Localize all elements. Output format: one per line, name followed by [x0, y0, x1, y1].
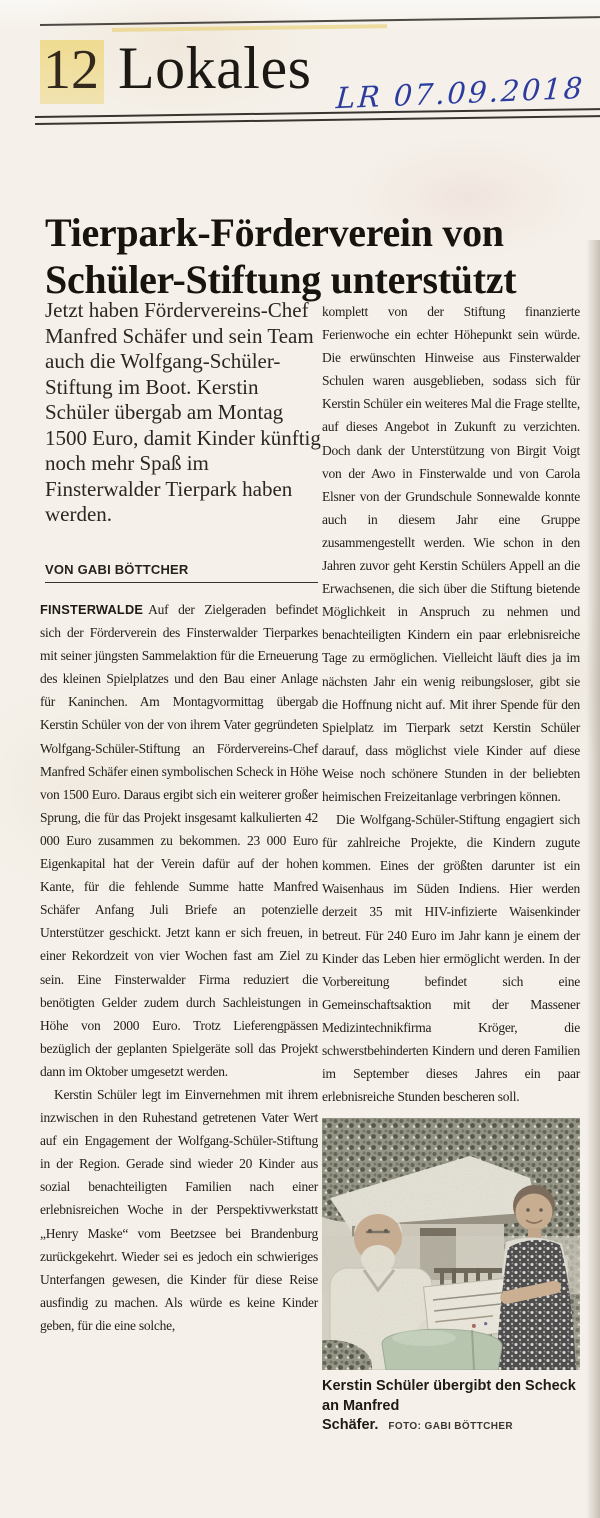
byline: VON GABI BÖTTCHER: [45, 562, 318, 583]
photo-credit: FOTO: GABI BÖTTCHER: [388, 1421, 514, 1433]
masthead: [40, 35, 312, 104]
masthead-rule: [35, 108, 600, 125]
right-column-text: [322, 300, 580, 1108]
scan-edge-shadow: [586, 240, 600, 1518]
body-right-column: [322, 300, 580, 1510]
page-number: 12: [40, 40, 104, 104]
paragraph: komplett von der Stiftung finanzierte Ferienwoche ein echter Höhepunkt sein würde. Die erwünschten Hinweise aus Finsterwalder Schulen waren ausgeblieben, sodass sich für Kerstin Schüler ein weiteres Mal die Frage stellte, auf dieses Angebot in Zukunft zu verzichten. Doch dank der Unterstützung von Birgit Voigt von der Awo in Finsterwalde und von Carola Elsner von der Grundschule Sonnewalde konnte auch in diesem Jahr eine Gruppe zusammengestellt werden. Wie schon in den Jahren zuvor geht Kerstin Schülers Appell an die Erwachsenen, die sich über die Stiftung bietende Möglichkeit in Anspruch zu nehmen und benachteiligten Kindern ein paar erlebnisreiche Tage zu ermöglichen. Vielleicht läuft dies ja im nächsten Jahr ein wenig reibungsloser, gibt sie die Hoffnung nicht auf. Mit ihrer Spende für den Spielplatz im Tierpark setzt Kerstin Schüler darauf, dass möglichst viele Kinder auf diese Weise noch schönere Stunden in der beliebten heimischen Freizeitanlage verbringen können.: [322, 304, 580, 804]
highlighter-smear: [112, 24, 387, 32]
dateline: FINSTERWALDE: [40, 602, 144, 617]
photo-illustration: [322, 1118, 580, 1370]
paragraph: Die Wolfgang-Schüler-Stiftung engagiert sich für zahlreiche Projekte, die Kindern zugute kommen. Eines der größten darunter ist ein Waisenhaus im Süden Indiens. Hier werden derzeit 35 mit HIV-infizierte Waisenkinder betreut. Für 240 Euro im Jahr kann je einem der Kinder das Leben hier ermöglicht werden. In der Vorbereitung befindet sich eine Gemeinschaftsaktion mit der Massener Medizintechnikfirma Kröger, die schwerstbehinderten Kindern und deren Familien im September dieses Jahres ein paar erlebnisreiche Stunden bescheren soll.: [322, 812, 580, 1105]
caption-text: Kerstin Schüler übergibt den Scheck an Manfred Schäfer.: [322, 1378, 576, 1434]
body-left-column: [40, 598, 318, 1337]
article-headline: Tierpark-Förderverein von Schüler-Stiftung unterstützt: [45, 209, 517, 302]
handwritten-date: LR 07.09.2018: [335, 70, 586, 116]
photo-caption: [322, 1377, 580, 1436]
paragraph: Kerstin Schüler legt im Einvernehmen mit ihrem inzwischen in den Ruhestand getretenen Vater Wert auf ein Engagement der Wolfgang-Schüler-Stiftung in der Region. Gerade sind wieder 20 Kinder aus sozial benachteiligten Familien nach einer erlebnisreichen Woche in der Perspektivwerkstatt „Henry Maske“ vom Beetzsee bei Brandenburg zurückgekehrt. Wieder sei es jedoch ein schwieriges Unterfangen gewesen, die Kinder für diese Reise ausfindig zu machen. Als würde es keine Kinder geben, für die eine solche,: [40, 1086, 318, 1333]
section-title: Lokales: [118, 35, 312, 101]
article-photo: [322, 1118, 580, 1370]
lead-paragraph: Jetzt haben Fördervereins-Chef Manfred Schäfer und sein Team auch die Wolfgang-Schüler-Stiftung im Boot. Kerstin Schüler übergab am Montag 1500 Euro, damit Kinder künftig noch mehr Spaß im Finsterwalder Tierpark haben werden.: [45, 298, 321, 526]
paragraph-text: Auf der Zielgeraden befindet sich der Förderverein des Finsterwalder Tierparkes mit seiner jüngsten Sammelaktion für die Erneuerung des kleinen Spielplatzes und den Bau einer Anlage für Kaninchen. Am Montagvormittag übergab Kerstin Schüler von der von ihrem Vater gegründeten Wolfgang-Schüler-Stiftung an Fördervereins-Chef Manfred Schäfer einen symbolischen Scheck in Höhe von 1500 Euro. Daraus ergibt sich ein weiterer großer Sprung, die für das Projekt insgesamt kalkulierten 42 000 Euro zusammen zu bekommen. 23 000 Euro Eigenkapital hat der Verein dafür auf der hohen Kante, für die fehlende Summe hatte Manfred Schäfer Anfang Juli Briefe an potenzielle Unterstützer geschickt. Jetzt kann er sich freuen, in einer Rekordzeit von vier Wochen fast am Ziel zu sein. Eine Finsterwalder Firma reduziert die benötigten Gelder zudem durch Sachleistungen in Höhe von 2000 Euro. Trotz Lieferengpässen bezüglich der geplanten Spielgeräte soll das Projekt dann im Oktober umgesetzt werden.: [40, 602, 318, 1079]
paragraph: [40, 598, 318, 1083]
